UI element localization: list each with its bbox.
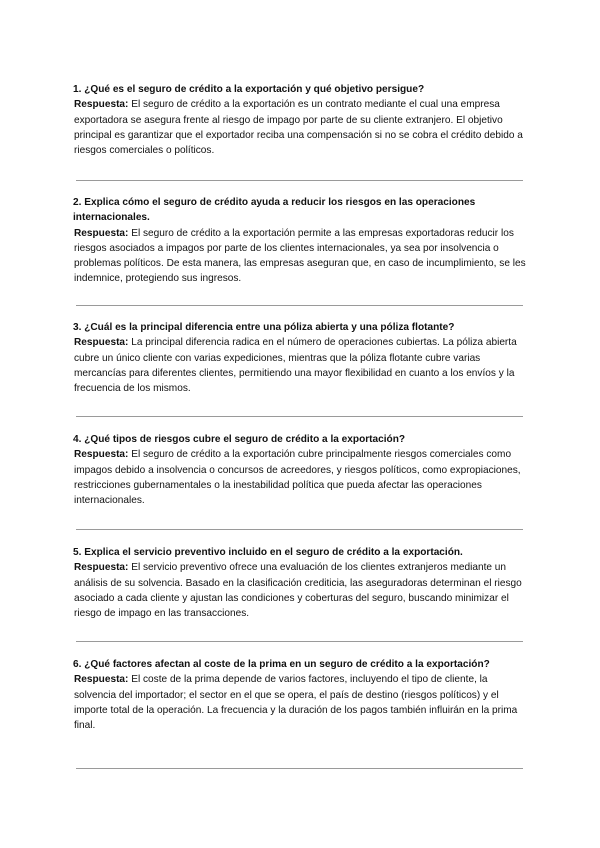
- question-1: 1. ¿Qué es el seguro de crédito a la exportación y qué objetivo persigue?: [73, 84, 425, 95]
- qa-item-5: [73, 545, 529, 621]
- answer-label: Respuesta:: [74, 99, 129, 111]
- divider: [76, 180, 523, 181]
- answer-text-1: El seguro de crédito a la exportación es un contrato mediante el cual una empresa exportadora se asegura frente al riesgo de impago por parte de su cliente extranjero. El objetivo principal es garantizar que el exportador reciba una compensación si no se cobra el crédito debido a riesgos comerciales o políticos.: [74, 99, 523, 157]
- qa-item-4: [73, 432, 529, 508]
- answer-label: Respuesta:: [74, 562, 129, 574]
- divider: [76, 305, 523, 306]
- question-6: 6. ¿Qué factores afectan al coste de la prima en un seguro de crédito a la exportación?: [73, 659, 490, 670]
- answer-2: [73, 226, 529, 287]
- answer-text-3: La principal diferencia radica en el número de operaciones cubiertas. La póliza abierta cubre un único cliente con varias expediciones, mientras que la póliza flotante cubre varias mercancías para diferentes clientes, permitiendo una mayor flexibilidad en cuanto a los envíos y la frecuencia de los mismos.: [74, 337, 517, 395]
- answer-text-4: El seguro de crédito a la exportación cubre principalmente riesgos comerciales como impagos debido a insolvencia o concursos de acreedores, y riesgos políticos, como expropiaciones, restricciones gubernamentales o la inestabilidad política que pueda afectar las operaciones internacionales.: [74, 449, 521, 507]
- answer-label: Respuesta:: [74, 227, 129, 239]
- divider: [76, 529, 523, 530]
- answer-4: [73, 447, 529, 508]
- qa-item-6: [73, 657, 529, 733]
- answer-5: [73, 560, 529, 621]
- divider: [76, 768, 523, 769]
- answer-label: Respuesta:: [74, 449, 129, 461]
- answer-1: [73, 97, 529, 158]
- answer-text-6: El coste de la prima depende de varios factores, incluyendo el tipo de cliente, la solvencia del importador; el sector en el que se opera, el país de destino (riesgos políticos) y el importe total de la operación. La frecuencia y la duración de los pagos también influirán en la prima final.: [74, 674, 518, 732]
- answer-6: [73, 672, 529, 733]
- answer-label: Respuesta:: [74, 337, 129, 349]
- qa-item-2: [73, 195, 529, 287]
- question-3: 3. ¿Cuál es la principal diferencia entre una póliza abierta y una póliza flotante?: [73, 322, 455, 333]
- qa-item-1: [73, 82, 529, 158]
- divider: [76, 416, 523, 417]
- answer-label: Respuesta:: [74, 674, 129, 686]
- answer-3: [73, 335, 529, 396]
- question-5: 5. Explica el servicio preventivo incluido en el seguro de crédito a la exportación.: [73, 547, 463, 558]
- question-2: 2. Explica cómo el seguro de crédito ayuda a reducir los riesgos en las operaciones internacionales.: [73, 197, 476, 224]
- answer-text-5: El servicio preventivo ofrece una evaluación de los clientes extranjeros mediante un análisis de su solvencia. Basado en la clasificación crediticia, las aseguradoras determinan el riesgo asociado a cada cliente y ajustan las condiciones y coberturas del seguro, buscando minimizar el riesgo de impago en las transacciones.: [74, 562, 522, 620]
- qa-item-3: [73, 320, 529, 396]
- divider: [76, 641, 523, 642]
- answer-text-2: El seguro de crédito a la exportación permite a las empresas exportadoras reducir los riesgos asociados a impagos por parte de los clientes internacionales, ya sea por insolvencia o problemas políticos. De esta manera, las empresas aseguran que, en caso de incumplimiento, se les indemnice, protegiendo sus ingresos.: [74, 227, 526, 285]
- question-4: 4. ¿Qué tipos de riesgos cubre el seguro de crédito a la exportación?: [73, 434, 406, 445]
